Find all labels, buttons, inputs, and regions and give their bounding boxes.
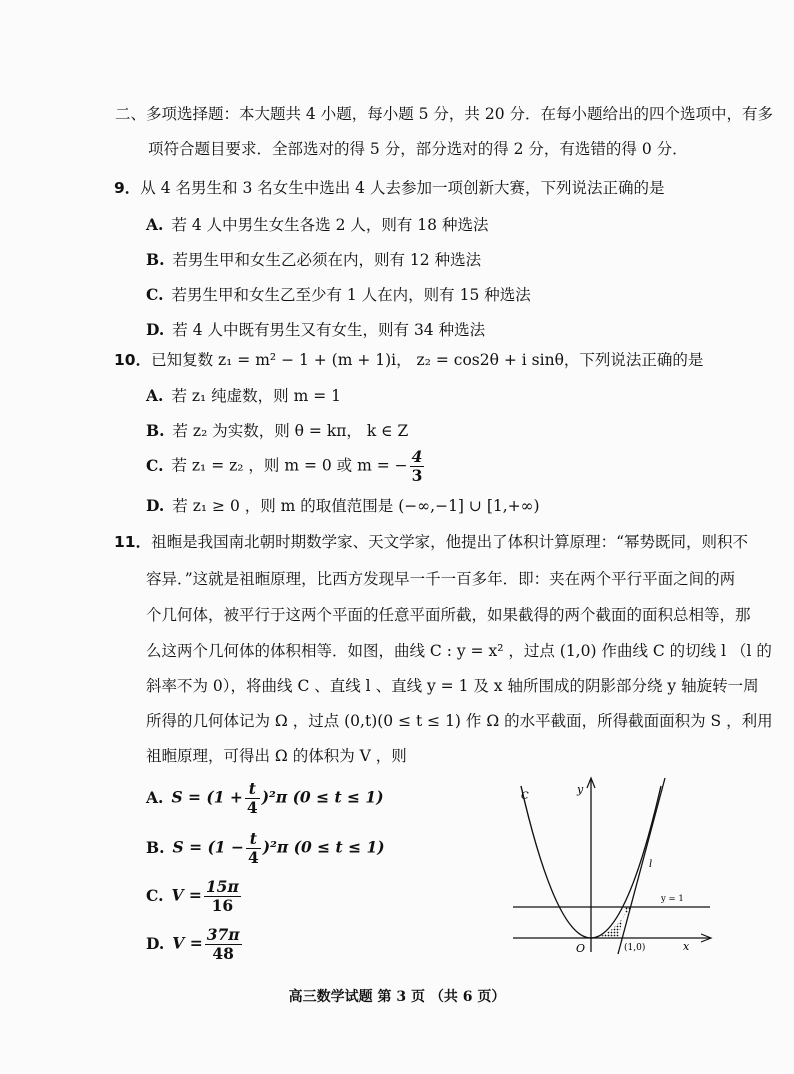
fraction	[246, 830, 261, 867]
question-10-stem	[114, 350, 703, 370]
option-text: 若 4 人中既有男生又有女生，则有 34 种选法	[172, 321, 486, 339]
fraction	[410, 448, 425, 485]
page-footer: 高三数学试题 第 3 页 （共 6 页）	[288, 989, 506, 1005]
q10-option-a	[146, 386, 341, 406]
option-text-after: )²π (0 ≤ t ≤ 1)	[261, 787, 384, 807]
option-label: B.	[146, 421, 165, 440]
question-11-line6: 所得的几何体记为 Ω ，过点 (0,t)(0 ≤ t ≤ 1) 作 Ω 的水平截面，所得截面面积为 S ，利用	[146, 712, 773, 730]
fraction-numerator: 37π	[206, 925, 240, 944]
option-label: D.	[146, 933, 165, 953]
option-label: C.	[146, 455, 164, 475]
question-number: 9．	[114, 179, 141, 197]
option-text: 若男生甲和女生乙必须在内，则有 12 种选法	[172, 251, 482, 269]
section-header-line1: 二、多项选择题：本大题共 4 小题，每小题 5 分，共 20 分．在每小题给出的四个选项中，有多	[115, 105, 774, 123]
option-label: A.	[146, 386, 164, 405]
shaded-region	[591, 907, 631, 938]
fraction-denominator: 48	[212, 944, 234, 963]
option-text: 若 z₁ 纯虚数，则 m = 1	[171, 387, 341, 405]
q11-option-b	[146, 830, 385, 867]
question-text: 祖暅是我国南北朝时期数学家、天文学家，他提出了体积计算原理：“幂势既同，则积不	[151, 533, 749, 551]
q11-figure	[505, 772, 715, 957]
q9-option-b	[146, 250, 481, 270]
question-9-stem	[114, 178, 664, 198]
question-11-line5: 斜率不为 0），将曲线 C 、直线 l 、直线 y = 1 及 x 轴所围成的阴影部分绕 y 轴旋转一周	[146, 677, 759, 695]
fraction	[204, 878, 241, 915]
option-label: B.	[146, 837, 165, 857]
q10-option-d	[146, 496, 540, 516]
fraction-denominator: 4	[246, 798, 258, 817]
option-text: 若 z₁ ≥ 0 ，则 m 的取值范围是 (−∞,−1] ∪ [1,+∞)	[172, 497, 540, 515]
question-11-line3: 个几何体，被平行于这两个平面的任意平面所截，如果截得的两个截面的面积总相等，那	[146, 606, 751, 624]
fraction-denominator: 4	[247, 848, 259, 867]
q10-option-b	[146, 421, 408, 441]
tangent-label: l	[649, 859, 653, 870]
q10-option-c	[146, 448, 426, 485]
option-text-before: S = (1 +	[171, 787, 243, 807]
option-label: B.	[146, 250, 165, 269]
section-header-line2: 项符合题目要求．全部选对的得 5 分，部分选对的得 2 分，有选错的得 0 分．	[148, 140, 688, 158]
option-text: 若 z₁ = z₂ ，则 m = 0 或 m = −	[171, 456, 408, 475]
option-text: 若 4 人中男生女生各选 2 人，则有 18 种选法	[171, 216, 489, 234]
q11-option-c	[146, 878, 243, 915]
fraction-numerator: 4	[411, 447, 423, 466]
option-label: A.	[146, 215, 164, 234]
question-number: 10．	[114, 351, 152, 369]
fraction-denominator: 3	[411, 466, 423, 485]
fraction-numerator: t	[246, 830, 261, 849]
question-11-line1	[114, 532, 748, 552]
line-label: y = 1	[661, 894, 684, 904]
option-text: 若男生甲和女生乙至少有 1 人在内，则有 15 种选法	[171, 286, 531, 304]
q11-option-d	[146, 926, 244, 963]
question-number: 11．	[114, 533, 152, 551]
q9-option-c	[146, 285, 531, 305]
question-text: 已知复数 z₁ = m² − 1 + (m + 1)i， z₂ = cos2θ + i sinθ，下列说法正确的是	[151, 351, 704, 369]
q11-option-a	[146, 780, 384, 817]
option-label: D.	[146, 320, 165, 339]
question-text: 从 4 名男生和 3 名女生中选出 4 人去参加一项创新大赛，下列说法正确的是	[140, 179, 665, 197]
fraction-numerator: t	[245, 780, 260, 799]
option-label: C.	[146, 885, 164, 905]
curve-label: C	[521, 791, 529, 802]
question-11-line2: 容异．”这就是祖暅原理，比西方发现早一千一百多年．即：夹在两个平行平面之间的两	[146, 570, 736, 588]
y-axis-label: y	[577, 783, 584, 796]
option-label: A.	[146, 787, 164, 807]
option-text-before: V =	[172, 933, 203, 953]
origin-label: O	[576, 942, 586, 955]
fraction-numerator: 15π	[205, 877, 239, 896]
option-label: C.	[146, 285, 164, 304]
question-11-line7: 祖暅原理，可得出 Ω 的体积为 V ，则	[146, 747, 407, 765]
option-text-before: S = (1 −	[172, 837, 244, 857]
point-label: (1,0)	[624, 943, 646, 953]
q9-option-d	[146, 320, 485, 340]
option-label: D.	[146, 496, 165, 515]
x-axis-label: x	[683, 940, 690, 953]
fraction	[245, 780, 260, 817]
q9-option-a	[146, 215, 488, 235]
option-text-after: )²π (0 ≤ t ≤ 1)	[262, 837, 385, 857]
fraction	[205, 926, 242, 963]
tangent-line-l	[618, 778, 665, 954]
fraction-denominator: 16	[211, 896, 234, 915]
option-text-before: V =	[171, 885, 202, 905]
question-11-line4: 么这两个几何体的体积相等．如图，曲线 C : y = x² ，过点 (1,0) 作曲线 C 的切线 l （l 的	[146, 642, 772, 660]
option-text: 若 z₂ 为实数，则 θ = kπ， k ∈ Z	[172, 422, 409, 440]
